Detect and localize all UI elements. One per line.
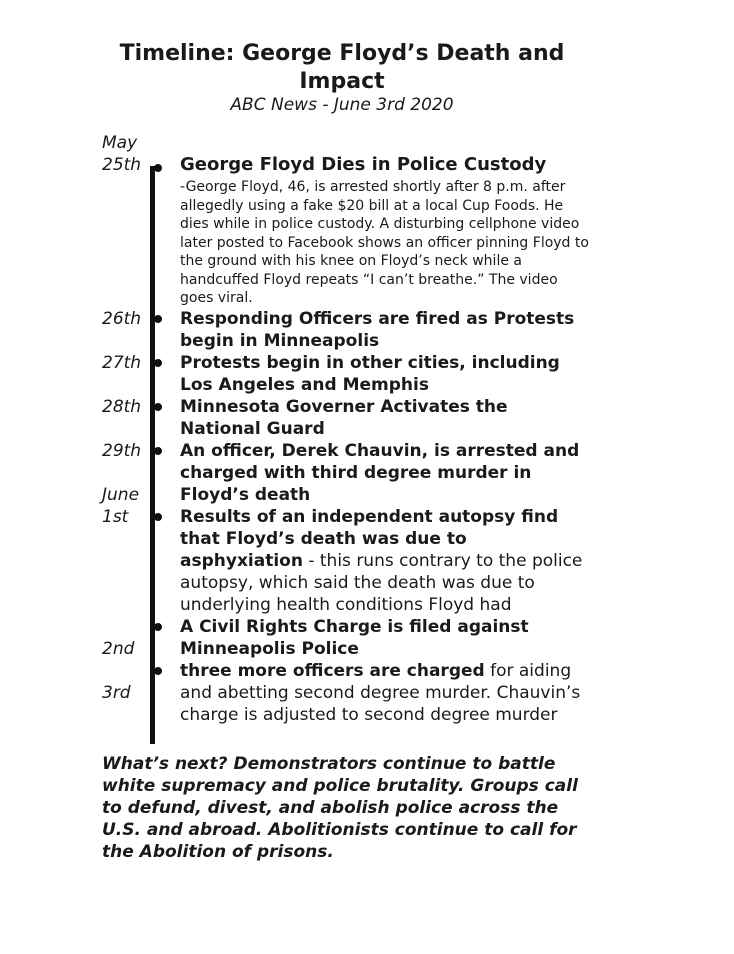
event-headline: Results of an independent autopsy find that Floyd’s death was due to asphyxiation <box>180 507 559 571</box>
date-june-2: 2nd <box>102 639 135 659</box>
event-description: -George Floyd, 46, is arrested shortly after 8 p.m. after allegedly using a fake $20 bill at a local Cup Foods. He dies while in police custody. A disturbing cellphone video later posted to Facebook shows an officer pinning Floyd to the ground with his knee on Floyd’s neck while a handcuffed Floyd repeats “I can’t breathe.” The video goes viral. <box>180 179 589 306</box>
date-may-29: 29th <box>102 441 142 461</box>
date-may-28: 28th <box>102 397 142 417</box>
timeline-dot <box>154 403 162 411</box>
date-may-26: 26th <box>102 309 142 329</box>
event-description: for aiding and abetting second degree murder. Chauvin’s charge is adjusted to second degree murder <box>180 661 581 725</box>
page-title: Timeline: George Floyd’s Death and Impact <box>119 41 565 94</box>
timeline-event <box>180 396 592 440</box>
timeline-line <box>150 166 155 744</box>
timeline-event <box>180 308 592 352</box>
date-month-may: May <box>102 133 138 153</box>
page-subtitle: ABC News - June 3rd 2020 <box>230 95 454 115</box>
event-headline: Protests begin in other cities, including Los Angeles and Memphis <box>180 353 560 395</box>
event-headline: Minnesota Governer Activates the National Guard <box>180 397 508 439</box>
date-may-25: 25th <box>102 155 142 175</box>
timeline-event <box>180 660 592 726</box>
timeline-event <box>180 352 592 396</box>
event-headline: Responding Officers are fired as Protests begin in Minneapolis <box>180 309 575 351</box>
timeline-dot <box>154 623 162 631</box>
timeline-event <box>180 440 592 506</box>
timeline-dot <box>154 513 162 521</box>
event-headline: three more officers are charged <box>180 661 485 681</box>
timeline-event <box>180 154 592 308</box>
event-description: - this runs contrary to the police autopsy, which said the death was due to underlying health conditions Floyd had <box>180 551 583 615</box>
timeline-dot <box>154 315 162 323</box>
event-headline: George Floyd Dies in Police Custody <box>180 154 547 175</box>
date-may-27: 27th <box>102 353 142 373</box>
date-june-3: 3rd <box>102 683 131 703</box>
event-headline: An officer, Derek Chauvin, is arrested and charged with third degree murder in Floyd’s death <box>180 441 580 505</box>
closing-paragraph: What’s next? Demonstrators continue to battle white supremacy and police brutality. Groups call to defund, divest, and abolish police across the U.S. and abroad. Abolitionists continue to call for the Abolition of prisons. <box>102 754 578 862</box>
timeline-event <box>180 506 592 616</box>
timeline-dot <box>154 447 162 455</box>
date-month-june: June <box>102 485 140 505</box>
timeline-event <box>180 616 592 660</box>
timeline-dot <box>154 667 162 675</box>
date-june-1: 1st <box>102 507 129 527</box>
timeline-dot <box>154 164 162 172</box>
timeline-dot <box>154 359 162 367</box>
event-headline: A Civil Rights Charge is filed against Minneapolis Police <box>180 617 529 659</box>
